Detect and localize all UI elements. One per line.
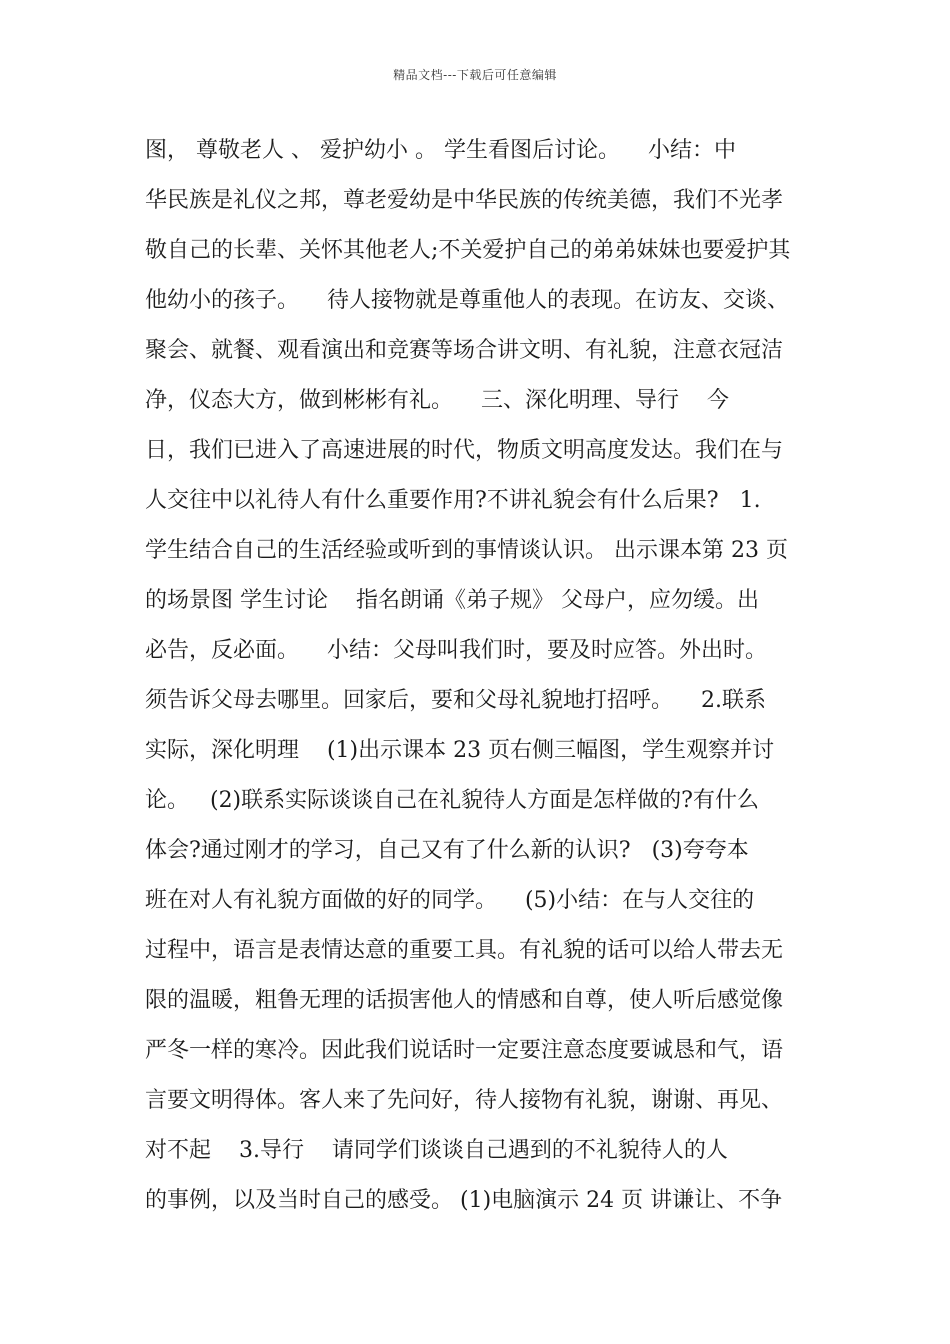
text-line: 的事例，以及当时自己的感受。 (1)电脑演示 24 页 讲谦让、不争 — [145, 1188, 783, 1213]
text-line: 过程中，语言是表情达意的重要工具。有礼貌的话可以给人带去无 — [145, 938, 784, 963]
text-line: 学生结合自己的生活经验或听到的事情谈认识。 出示课本第 23 页 — [145, 538, 788, 563]
text-line: 限的温暖，粗鲁无理的话损害他人的情感和自尊，使人听后感觉像 — [145, 988, 784, 1013]
text-line: 对不起 3.导行 请同学们谈谈自己遇到的不礼貌待人的人 — [145, 1138, 728, 1163]
text-line: 人交往中以礼待人有什么重要作用?不讲礼貌会有什么后果? 1. — [145, 488, 761, 513]
text-line: 日，我们已进入了高速进展的时代，物质文明高度发达。我们在与 — [145, 438, 784, 463]
text-line: 必告，反必面。 小结：父母叫我们时，要及时应答。外出时。 — [145, 638, 767, 663]
text-line: 华民族是礼仪之邦，尊老爱幼是中华民族的传统美德，我们不光孝 — [145, 188, 784, 213]
text-line: 须告诉父母去哪里。回家后，要和父母礼貌地打招呼。 2.联系 — [145, 688, 766, 713]
text-line: 聚会、就餐、观看演出和竞赛等场合讲文明、有礼貌，注意衣冠洁 — [145, 338, 784, 363]
text-line: 净，仪态大方，做到彬彬有礼。 三、深化明理、导行 今 — [145, 388, 729, 413]
text-line: 敬自己的长辈、关怀其他老人;不关爱护自己的弟弟妹妹也要爱护其 — [145, 238, 791, 263]
page-header: 精品文档---下载后可任意编辑 — [393, 68, 557, 82]
text-line: 言要文明得体。客人来了先问好，待人接物有礼貌，谢谢、再见、 — [145, 1088, 784, 1113]
text-line: 体会?通过刚才的学习，自己又有了什么新的认识? (3)夸夸本 — [145, 838, 749, 863]
text-line: 实际，深化明理 (1)出示课本 23 页右侧三幅图，学生观察并讨 — [145, 738, 775, 763]
text-line: 他幼小的孩子。 待人接物就是尊重他人的表现。在访友、交谈、 — [145, 288, 789, 313]
text-line: 严冬一样的寒冷。因此我们说话时一定要注意态度要诚恳和气，语 — [145, 1038, 784, 1063]
text-line: 的场景图 学生讨论 指名朗诵《弟子规》 父母户，应勿缓。出 — [145, 588, 759, 613]
text-line: 图， 尊敬老人 、 爱护幼小 。 学生看图后讨论。 小结：中 — [145, 138, 736, 163]
document-body — [145, 126, 835, 1226]
text-line: 论。 (2)联系实际谈谈自己在礼貌待人方面是怎样做的?有什么 — [145, 788, 759, 813]
text-line: 班在对人有礼貌方面做的好的同学。 (5)小结：在与人交往的 — [145, 888, 755, 913]
